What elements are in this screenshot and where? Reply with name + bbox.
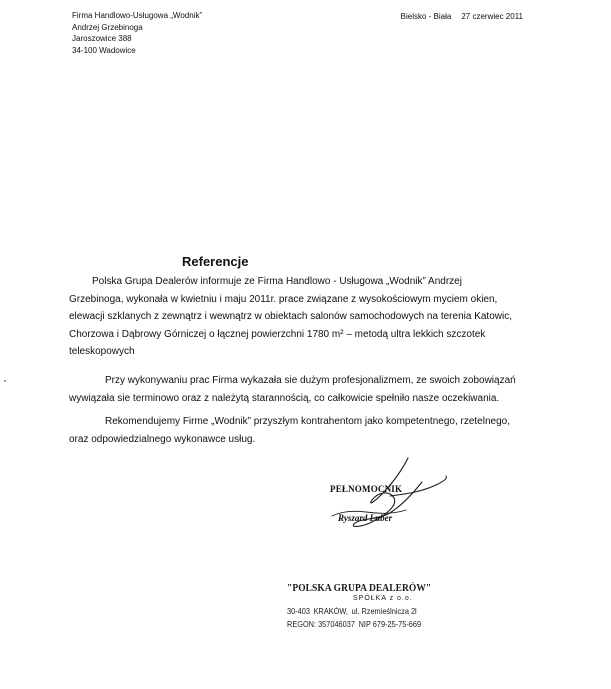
stamp-form: SPÓŁKA z o.o. — [353, 595, 413, 602]
paragraph-line: Przy wykonywaniu prac Firma wykazała sie dużym profesjonalizmem, ze swoich zobowiązań — [105, 375, 516, 386]
sender-person: Andrzej Grzebinoga — [72, 22, 143, 32]
paragraph-line: Rekomendujemy Firme „Wodnik” przyszłym kontrahentom jako kompetentnego, rzetelnego, — [105, 416, 510, 427]
paragraph-3 — [69, 413, 547, 448]
stamp-ids — [287, 618, 443, 631]
stamp-postal: 30-403 — [287, 607, 310, 616]
signature-block — [310, 454, 470, 544]
sender-address — [72, 10, 202, 56]
date-place: Bielsko - Biała — [400, 12, 452, 21]
paragraph-line: elewacji szklanych z zewnątrz i wewnątrz w obiektach salonów samochodowych na terenia Katowic, — [69, 311, 512, 323]
paragraph-line: wywiązała sie terminowo oraz z należytą starannością, co całkowicie spełniło nasze oczekiwania. — [69, 392, 500, 404]
letter-title: Referencje — [182, 254, 249, 269]
paragraph-1 — [69, 273, 547, 361]
sender-postal-city: 34-100 Wadowice — [72, 45, 136, 55]
stamp-address — [287, 605, 443, 618]
stamp-company: "POLSKA GRUPA DEALERÓW" — [287, 582, 432, 594]
paragraph-line: Polska Grupa Dealerów informuje ze Firma Handlowo - Usługowa „Wodnik” Andrzej — [92, 276, 462, 287]
company-stamp — [287, 582, 457, 631]
paragraph-line: oraz odpowiedzialnego wykonawce usług. — [69, 433, 256, 445]
date-line — [401, 12, 523, 21]
stamp-regon: REGON: 357046037 — [287, 620, 355, 629]
paragraph-line: Grzebinoga, wykonała w kwietniu i maju 2011r. prace związane z wysokościowym myciem okien, — [69, 293, 498, 305]
stamp-nip: NIP 679-25-75-669 — [358, 620, 422, 629]
handwritten-signature-icon — [310, 454, 470, 544]
stamp-street: ul. Rzemieślnicza 2l — [351, 607, 417, 616]
paragraph-line: teleskopowych — [69, 346, 135, 358]
sender-company: Firma Handlowo-Usługowa „Wodnik” — [72, 11, 203, 20]
stamp-city: KRAKÓW, — [313, 607, 348, 616]
signature-name: Ryszard Luber — [338, 513, 393, 523]
paragraph-line: Chorzowa i Dąbrowy Górniczej o łącznej powierzchni 1780 m² – metodą ultra lekkich szczotek — [69, 328, 486, 340]
paragraph-2 — [69, 372, 547, 407]
margin-mark — [4, 380, 6, 382]
signature-label: PEŁNOMOCNIK — [330, 484, 403, 494]
date-value: 27 czerwiec 2011 — [461, 12, 523, 21]
sender-street: Jaroszowice 388 — [72, 34, 132, 43]
